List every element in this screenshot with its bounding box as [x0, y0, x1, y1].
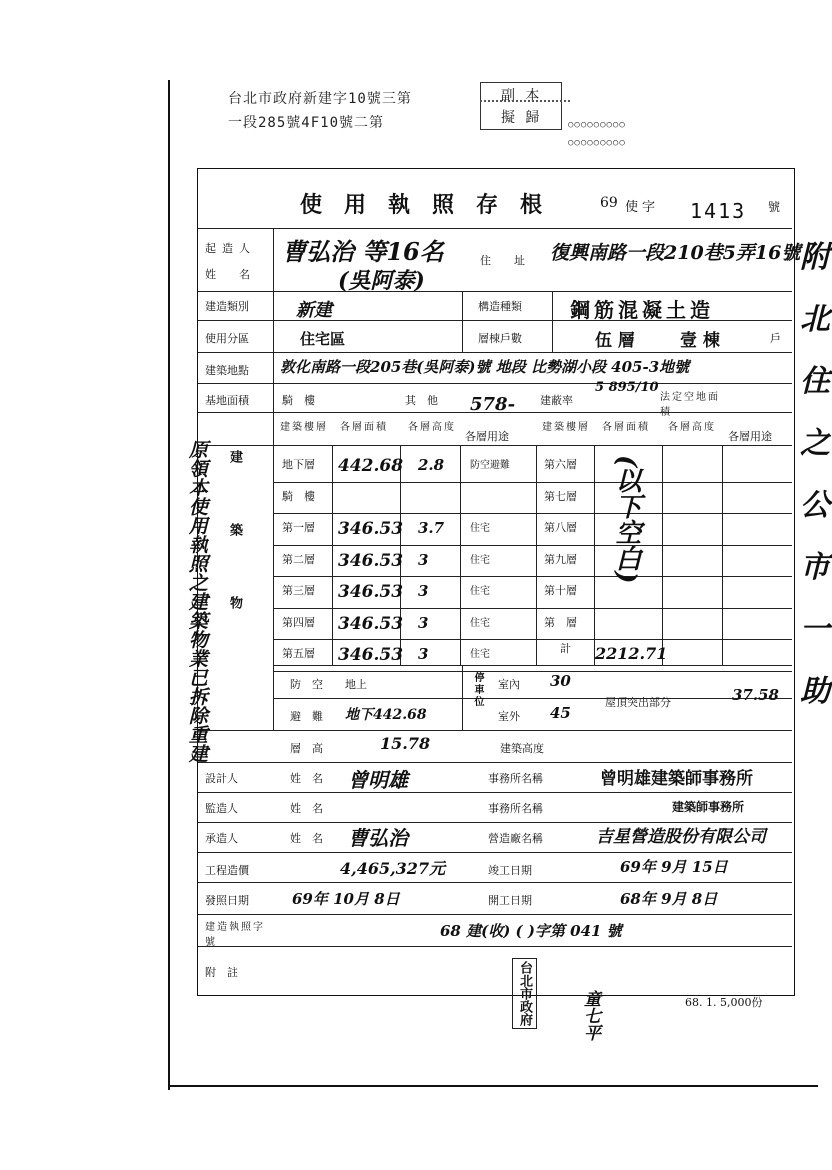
form-number: 1413	[690, 199, 747, 223]
label-designer-office: 事務所名稱	[488, 772, 543, 785]
cost-value: 4,465,327元	[340, 859, 446, 878]
owner-alias-value: (吳阿泰)	[338, 268, 425, 294]
form-year: 69	[600, 195, 618, 211]
row-line	[273, 698, 792, 699]
contractor-name-value: 曹弘治	[348, 826, 408, 850]
civil-def-area: 地上	[345, 678, 367, 691]
row-line	[273, 482, 792, 483]
right-margin-char: 助	[800, 674, 830, 709]
header-use: 各層用途	[465, 430, 509, 443]
contractor-firm-value: 吉星營造股份有限公司	[596, 827, 766, 847]
right-margin-char: 公	[800, 488, 830, 523]
floor-label: 第五層	[282, 647, 315, 660]
floor-label: 地下層	[282, 458, 315, 471]
label-location: 建築地點	[205, 364, 249, 377]
col-line	[552, 291, 553, 353]
label-start-date: 開工日期	[488, 894, 532, 907]
buildings-count: 壹 棟	[680, 331, 720, 351]
label-total: 計	[560, 642, 571, 655]
page-bottom-border	[168, 1085, 818, 1087]
form-kind: 使字	[625, 200, 660, 215]
issue-date-value: 69年 10月 8日	[292, 890, 400, 908]
floor-area: 346.53	[338, 519, 404, 539]
right-floor-label: 第九層	[544, 552, 577, 566]
label-supervisor-name: 姓 名	[290, 802, 323, 815]
label-supervisor: 監造人	[205, 802, 238, 815]
label-designer-name: 姓 名	[290, 772, 323, 785]
label-parking-out: 室外	[498, 710, 520, 723]
total-area-value: 2212.71	[595, 644, 668, 663]
floor-use: 住宅	[470, 554, 490, 566]
label-completion: 竣工日期	[488, 864, 532, 877]
top-stamp-line2: 一段285號4F10號二第	[228, 115, 385, 131]
label-owner-name: 姓 名	[205, 268, 256, 281]
row-line	[198, 852, 792, 853]
address-value: 復興南路一段210巷5弄16號	[550, 242, 801, 264]
floor-label: 第三層	[282, 584, 315, 597]
header-height-right: 各層高度	[668, 422, 716, 433]
label-designer: 設計人	[205, 772, 238, 785]
label-story-height: 層 高	[290, 742, 323, 755]
row-line	[273, 639, 792, 640]
floor-label: 騎 樓	[282, 489, 315, 503]
col-line	[332, 445, 333, 665]
floor-height: 3	[418, 582, 429, 600]
right-floor-label: 第 層	[544, 615, 577, 629]
label-other: 其 他	[405, 394, 438, 407]
designer-name-value: 曾明雄	[348, 768, 408, 792]
row-line	[273, 665, 792, 666]
floor-area: 346.53	[338, 550, 404, 571]
print-info: 68. 1. 5,000份	[685, 996, 763, 1009]
row-line	[273, 513, 792, 514]
label-contractor: 承造人	[205, 832, 238, 845]
label-supervisor-office: 事務所名稱	[488, 802, 543, 815]
row-line	[198, 730, 792, 731]
notes-stamp: 台北市政府	[512, 958, 537, 1029]
col-line	[462, 291, 463, 353]
right-margin-char: 附	[800, 240, 830, 275]
signature: 童七平	[580, 990, 600, 1041]
page-left-border	[168, 80, 170, 1090]
label-avoid: 避 難	[290, 710, 323, 723]
row-line	[198, 291, 792, 292]
floor-label: 第四層	[282, 615, 315, 629]
floor-label: 第二層	[282, 552, 315, 566]
label-contractor-name: 姓 名	[290, 832, 323, 845]
floor-height: 3.7	[418, 519, 445, 537]
floor-height: 3	[418, 550, 429, 569]
right-margin-char: 北	[800, 302, 830, 337]
avoid-area-value: 地下442.68	[345, 707, 427, 723]
header-floor: 建築樓層	[280, 422, 328, 433]
stamp-notes-2: ○○○○○○○○○	[568, 138, 626, 148]
floor-height: 2.8	[418, 456, 445, 474]
row-line	[273, 608, 792, 609]
copy-stamp-box	[480, 82, 562, 130]
form-number-suffix: 號	[768, 200, 781, 214]
right-floor-label: 第七層	[544, 489, 577, 503]
label-legal-open: 法定空地面積	[660, 392, 720, 418]
right-margin-char: 住	[800, 364, 830, 399]
col-line	[273, 445, 274, 730]
floor-use: 住宅	[470, 586, 490, 597]
left-margin-note: 原領本使用執照之建築物業已拆除重建	[185, 440, 208, 763]
supervisor-office-value: 建築師事務所	[672, 800, 745, 814]
dotted-separator	[480, 100, 570, 102]
right-floor-label: 第十層	[544, 584, 577, 597]
floor-area: 346.53	[338, 613, 404, 634]
label-notes: 附 註	[205, 966, 238, 979]
form-title: 使用執照存根	[300, 192, 565, 218]
story-height-value: 15.78	[380, 734, 431, 753]
parking-out-value: 45	[550, 704, 571, 722]
right-margin-char: 一	[800, 612, 830, 647]
header-height: 各層高度	[408, 422, 456, 433]
designer-office-value: 曾明雄建築師事務所	[600, 769, 753, 789]
floor-label: 第一層	[282, 521, 315, 534]
households-label: 戶	[770, 332, 781, 345]
row-line	[198, 762, 792, 763]
row-line	[198, 383, 792, 384]
label-owner: 起造人	[205, 242, 256, 255]
owner-name-value: 曹弘治 等16名	[282, 237, 444, 266]
label-ratio: 建蔽率	[540, 394, 573, 407]
floor-height: 3	[418, 645, 429, 663]
label-parking-in: 室內	[498, 678, 520, 691]
label-contractor-firm: 營造廠名稱	[488, 832, 543, 845]
label-floors: 層棟戶數	[478, 332, 522, 345]
floor-area: 442.68	[338, 456, 404, 476]
col-line	[273, 228, 274, 445]
label-issue-date: 發照日期	[205, 894, 249, 907]
header-floor-right: 建築樓層	[542, 422, 590, 433]
row-line	[198, 352, 792, 353]
row-line	[198, 792, 792, 793]
label-address: 住 址	[480, 254, 531, 267]
right-blank-note: (以下空白)	[611, 455, 641, 584]
penthouse-value: 37.58	[732, 686, 779, 704]
floor-area: 346.53	[338, 645, 404, 665]
label-civil-def: 防 空	[290, 678, 323, 691]
other-area-value: 578-	[470, 394, 516, 415]
right-floor-label: 第八層	[544, 521, 577, 534]
label-total-height: 建築高度	[500, 742, 544, 755]
start-date-value: 68年 9月 8日	[620, 890, 718, 908]
completion-value: 69年 9月 15日	[620, 858, 728, 876]
col-line	[662, 445, 663, 665]
floor-use: 住宅	[470, 617, 490, 629]
label-zone: 使用分區	[205, 332, 249, 345]
floor-use: 防空避難	[470, 460, 510, 471]
label-building-section: 建築物	[227, 450, 242, 669]
structure-value: 鋼筋混凝土造	[570, 298, 714, 322]
label-penthouse: 屋頂突出部分	[605, 696, 671, 709]
col-line	[594, 445, 595, 665]
parking-in-value: 30	[550, 672, 571, 690]
row-line	[198, 228, 792, 229]
row-line	[273, 545, 792, 546]
row-line	[198, 914, 792, 915]
col-line	[536, 445, 537, 665]
copy-stamp-text2: 擬 歸	[501, 110, 541, 126]
floor-use: 住宅	[470, 523, 490, 534]
floor-height: 3	[418, 613, 429, 632]
row-line	[198, 946, 792, 947]
floor-use: 住宅	[470, 649, 490, 660]
label-parking: 停車位	[472, 672, 483, 708]
permit-value: 68 建(收) ( )字第 041 號	[440, 922, 622, 940]
header-area-right: 各層面積	[602, 422, 650, 433]
ratio-value: 5 895/10	[595, 380, 659, 395]
row-line	[273, 576, 792, 577]
build-type-value: 新建	[296, 300, 332, 321]
zone-value: 住宅區	[300, 330, 346, 348]
label-area: 基地面積	[205, 394, 249, 407]
label-structure: 構造種類	[478, 300, 522, 313]
location-value: 敦化南路一段205巷(吳阿泰)號 地段 比勢湖小段 405-3地號	[280, 358, 690, 376]
stamp-notes-1: ○○○○○○○○○	[568, 120, 626, 130]
header-area: 各層面積	[340, 422, 388, 433]
copy-stamp-text1: 副 本	[501, 88, 541, 104]
label-arcade: 騎 樓	[282, 394, 315, 407]
top-stamp-line1: 台北市政府新建字10號三第	[228, 91, 412, 107]
col-line	[722, 445, 723, 665]
row-line	[198, 445, 792, 446]
row-line	[273, 671, 792, 672]
floor-area: 346.53	[338, 582, 404, 602]
row-line	[198, 882, 792, 883]
right-margin-char: 市	[800, 550, 830, 585]
col-line	[462, 665, 463, 730]
label-cost: 工程造價	[205, 864, 249, 877]
col-line	[460, 445, 461, 665]
right-floor-label: 第六層	[544, 458, 577, 471]
right-margin-char: 之	[800, 426, 830, 461]
label-permit: 建造執照字號	[205, 922, 265, 948]
floors-count: 伍 層	[595, 331, 635, 351]
header-use-right: 各層用途	[728, 430, 772, 443]
label-build-type: 建造類別	[205, 300, 249, 313]
